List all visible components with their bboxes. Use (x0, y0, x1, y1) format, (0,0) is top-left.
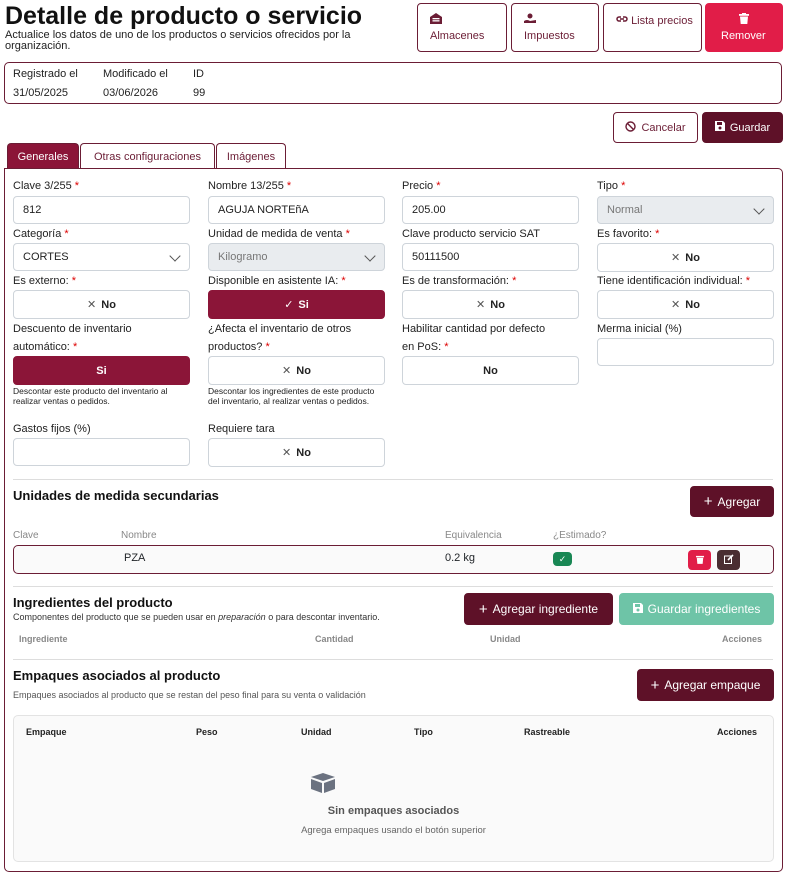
afecta-otros-toggle[interactable] (208, 356, 385, 385)
save-label: Guardar (729, 121, 771, 134)
add-ingrediente-label: Agregar ingrediente (492, 602, 599, 616)
check-icon: ✓ (558, 553, 567, 564)
save-ingredientes-label: Guardar ingredientes (647, 602, 761, 616)
add-unidad-button[interactable] (690, 486, 774, 517)
x-icon: ✕ (87, 299, 97, 311)
col-acciones: Acciones (717, 727, 758, 737)
table-row[interactable] (13, 545, 774, 574)
identificacion-value: No (685, 298, 700, 311)
divider (13, 479, 773, 480)
transformacion-toggle[interactable] (402, 290, 579, 319)
col-unidad: Unidad (301, 727, 332, 737)
empaques-title: Empaques asociados al producto (13, 668, 221, 683)
gastos-fijos-input[interactable] (13, 438, 190, 466)
save-icon (633, 602, 643, 616)
x-icon: ✕ (282, 447, 292, 459)
favorito-label: Es favorito: * (597, 228, 660, 240)
col-nombre: Nombre (121, 530, 157, 541)
almacenes-label: Almacenes (430, 30, 485, 42)
col-cantidad: Cantidad (315, 634, 354, 644)
id-value: 99 (193, 87, 206, 99)
record-meta (4, 62, 782, 104)
gastos-fijos-label: Gastos fijos (%) (13, 423, 91, 435)
divider (13, 586, 773, 587)
precio-input[interactable]: 205.00 (402, 196, 579, 224)
divider (13, 659, 773, 660)
identificacion-toggle[interactable] (597, 290, 774, 319)
save-button[interactable] (702, 112, 783, 143)
trash-icon (696, 553, 704, 567)
add-unidad-label: Agregar (717, 494, 761, 509)
tara-value: No (296, 446, 311, 459)
edit-icon (724, 553, 734, 567)
plus-icon: + (703, 493, 713, 510)
registrado-label: Registrado el (13, 68, 78, 80)
chevron-down-icon (364, 250, 375, 261)
col-tipo: Tipo (414, 727, 433, 737)
asistente-ia-value: Si (298, 298, 309, 311)
estimado-check-badge (553, 552, 572, 566)
almacenes-button[interactable] (417, 3, 507, 52)
check-icon: ✓ (284, 299, 294, 311)
asistente-ia-label: Disponible en asistente IA: * (208, 275, 346, 287)
nombre-input[interactable]: AGUJA NORTEñA (208, 196, 385, 224)
tara-toggle[interactable] (208, 438, 385, 467)
favorito-value: No (685, 251, 700, 264)
link-icon (616, 15, 628, 27)
lista-precios-label: Lista precios (631, 15, 693, 27)
clave-label: Clave 3/255 * (13, 180, 80, 192)
ban-icon (625, 121, 636, 135)
categoria-value: CORTES (23, 251, 69, 263)
empaques-desc: Empaques asociados al producto que se restan del peso final para su venta o validación (13, 690, 366, 700)
clave-sat-input[interactable]: 50111500 (402, 243, 579, 271)
x-icon: ✕ (671, 252, 681, 264)
categoria-label: Categoría * (13, 228, 69, 240)
tab-generales[interactable]: Generales (7, 143, 79, 169)
cancel-label: Cancelar (641, 121, 686, 134)
clave-sat-label: Clave producto servicio SAT (402, 228, 540, 240)
cantidad-defecto-label: Habilitar cantidad por defecto en PoS: * (402, 323, 546, 353)
page-subtitle: Actualice los datos de uno de los productos o servicios ofrecidos por la organización. (5, 29, 351, 52)
unidad-venta-label: Unidad de medida de venta * (208, 228, 350, 240)
row-equivalencia: 0.2 kg (445, 552, 475, 564)
externo-toggle[interactable] (13, 290, 190, 319)
ingredientes-title: Ingredientes del producto (13, 595, 173, 610)
unidad-venta-value: Kilogramo (218, 251, 268, 263)
tipo-select[interactable] (597, 196, 774, 224)
add-empaque-label: Agregar empaque (664, 678, 761, 692)
save-ingredientes-button[interactable] (619, 593, 774, 625)
cantidad-defecto-toggle[interactable]: No (402, 356, 579, 385)
merma-label: Merma inicial (%) (597, 323, 682, 335)
col-clave: Clave (13, 530, 39, 541)
col-empaque: Empaque (26, 727, 67, 737)
delete-row-button[interactable] (688, 550, 711, 570)
chevron-down-icon (169, 250, 180, 261)
remove-label: Remover (721, 30, 766, 42)
col-acciones: Acciones (722, 634, 763, 644)
descuento-auto-label: Descuento de inventario automático: * (13, 323, 132, 353)
descuento-auto-toggle[interactable]: Si (13, 356, 190, 385)
transformacion-label: Es de transformación: * (402, 275, 517, 287)
clave-input[interactable]: 812 (13, 196, 190, 224)
col-peso: Peso (196, 727, 218, 737)
merma-input[interactable] (597, 338, 774, 366)
box-icon (310, 772, 336, 797)
trash-icon (739, 13, 749, 27)
nombre-label: Nombre 13/255 * (208, 180, 292, 192)
unidades-title: Unidades de medida secundarias (13, 488, 219, 503)
externo-label: Es externo: * (13, 275, 76, 287)
tax-icon (524, 13, 536, 27)
save-icon (715, 121, 725, 134)
col-unidad: Unidad (490, 634, 521, 644)
empty-desc: Agrega empaques usando el botón superior (301, 825, 486, 836)
unidad-venta-select[interactable] (208, 243, 385, 271)
add-ingrediente-button[interactable] (464, 593, 613, 625)
registrado-value: 31/05/2025 (13, 87, 69, 99)
tab-otras-configuraciones[interactable]: Otras configuraciones (80, 143, 215, 169)
identificacion-label: Tiene identificación individual: * (597, 275, 751, 287)
empaques-table (13, 715, 774, 862)
row-nombre: PZA (124, 552, 146, 564)
transformacion-value: No (490, 298, 505, 311)
col-ingrediente: Ingrediente (19, 634, 68, 644)
empty-title: Sin empaques asociados (327, 805, 460, 817)
col-rastreable: Rastreable (524, 727, 571, 737)
remove-button[interactable] (705, 3, 783, 52)
externo-value: No (101, 298, 116, 311)
tab-imagenes[interactable]: Imágenes (216, 143, 286, 169)
page-title: Detalle de producto o servicio (5, 2, 363, 30)
id-label: ID (193, 68, 204, 80)
afecta-otros-help: Descontar los ingredientes de este producto del inventario, al realizar ventas o pedidos. (208, 386, 375, 406)
favorito-toggle[interactable] (597, 243, 774, 272)
impuestos-button[interactable] (511, 3, 599, 52)
edit-row-button[interactable] (717, 550, 740, 570)
tipo-value: Normal (607, 204, 643, 216)
plus-icon: + (650, 676, 660, 694)
modificado-label: Modificado el (103, 68, 168, 80)
col-estimado: ¿Estimado? (553, 530, 607, 541)
afecta-otros-value: No (296, 364, 311, 377)
x-icon: ✕ (282, 365, 292, 377)
x-icon: ✕ (671, 299, 681, 311)
modificado-value: 03/06/2026 (103, 87, 159, 99)
plus-icon: + (478, 600, 488, 618)
lista-precios-button[interactable] (603, 3, 702, 52)
ingredientes-desc: Componentes del producto que se pueden usar en preparación o para descontar inventario. (13, 612, 380, 622)
afecta-otros-label: ¿Afecta el inventario de otros productos? * (208, 323, 352, 353)
categoria-select[interactable] (13, 243, 190, 271)
impuestos-label: Impuestos (524, 30, 575, 42)
x-icon: ✕ (476, 299, 486, 311)
tara-label: Requiere tara (208, 423, 275, 435)
precio-label: Precio * (402, 180, 441, 192)
tipo-label: Tipo * (597, 180, 626, 192)
col-equivalencia: Equivalencia (445, 530, 502, 541)
descuento-auto-help: Descontar este producto del inventario al realizar ventas o pedidos. (13, 386, 168, 406)
chevron-down-icon (753, 203, 764, 214)
add-empaque-button[interactable] (637, 669, 774, 701)
cancel-button[interactable] (613, 112, 698, 143)
warehouse-icon (430, 13, 442, 27)
asistente-ia-toggle[interactable] (208, 290, 385, 319)
